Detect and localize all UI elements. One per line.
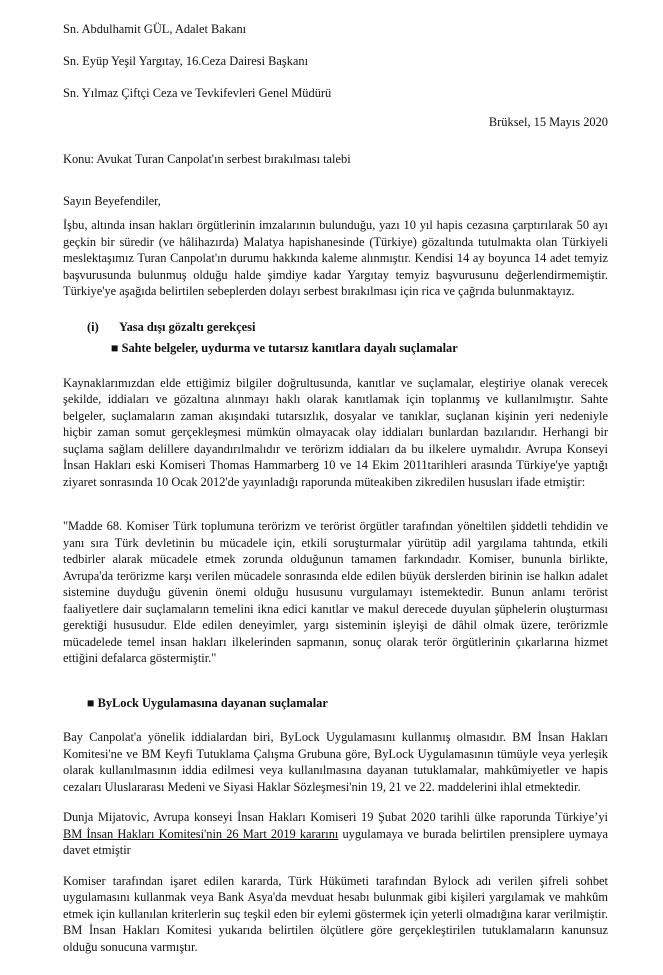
date-line: Brüksel, 15 Mayıs 2020: [488, 114, 608, 129]
salutation: Sayın Beyefendiler,: [63, 193, 161, 208]
commissioner-paragraph: Komiser tarafından işaret edilen kararda, Türk Hükümeti tarafından Bylock adı verilen şifreli sohbet uygulamasını kullanmak veya Bank Asya'da mevduat hesabı bulunmak gibi kişileri yargılamak ve mahkûm etmek için kullanılan kriterlerin suç teşkil eden bir eylemi göstermek için yeterli olmadığına karar verilmiştir. BM İnsan Hakları Komitesi yukarıda belirtilen ölçütlere göre gerçekleştirilen tutuklamaların kanunsuz olduğu sonucuna varmıştır.: [63, 873, 608, 954]
intro-paragraph: İşbu, altında insan hakları örgütlerinin imzalarının bulunduğu, yazı 10 yıl hapis cezasına çarptırılarak 50 ayı geçkin bir süredir (ve hâlihazırda) Malatya hapishanesinde (Türkiye) gözaltında tutulmakta olan Türkiyeli meslektaşımız Turan Canpolat'ın durumu hakkında kaleme alınmıştır. Kendisi 14 ay boyunca 14 adet temyiz başvurusunda bulunmuş olduğu halde şimdiye kadar Yargıtay temyiz başvurusunu değerlendirmemiştir. Türkiye'ye aşağıda belirtilen sebeplerden dolayı serbest bırakılması için rica ve çağrıda bulunmaktayız.: [63, 218, 608, 298]
recipient-1: Sn. Abdulhamit GÜL, Adalet Bakanı: [63, 22, 247, 36]
section-number: (i): [87, 319, 99, 334]
section-heading: [87, 319, 608, 336]
subject-line: Konu: Avukat Turan Canpolat'ın serbest bırakılması talebi: [63, 152, 351, 166]
hammarberg-quote: "Madde 68. Komiser Türk toplumuna terörizm ve terörist örgütler tarafından yöneltilen şiddetli tehdidin ve yanı sıra Türk devletinin bu mücadele için, etkili soruşturmalar yürütüp adil yargılama tahtında, etkili tedbirler alarak mücadele etmek zorunda olduğunun tamamen farkındadır. Komiser, bununla birlikte, Avrupa'da terörizme karşı verilen mücadele sonrasında elde edilen büyük derslerden birinin ise halkın adalet sistemine duyduğu güvenin önemi olduğu hususunu vurgulamayı istemektedir. Bunun anlamı terörist faaliyetlere dair suçlamaların temelini ikna edici kanıtlar ve makul derecede duyulan şüphelerin oluşturması gerektiği hususudur. Elde edilen deneyimler, yargı sisteminin işleyişi de dâhil olmak üzere, terörizmle mücadelede temel insan hakları ilkelerinden sapmanın, sonuç olarak terör örgütlerinin çıkarlarına hizmet ettiğini defalarca göstermiştir.": [63, 519, 608, 665]
subheading-bylock: ■ ByLock Uygulamasına dayanan suçlamalar: [87, 695, 328, 710]
recipient-3: Sn. Yılmaz Çiftçi Ceza ve Tevkifevleri Genel Müdürü: [63, 86, 332, 100]
recipient-2: Sn. Eyüp Yeşil Yargıtay, 16.Ceza Dairesi Başkanı: [63, 53, 309, 68]
evidence-paragraph: Kaynaklarımızdan elde ettiğimiz bilgiler doğrultusunda, kanıtlar ve suçlamalar, eleştiriye olanak verecek şekilde, iddiaları ve gözaltına alınmayı haklı olarak kanıtlamak için toplanmış ve kullanılmıştır. Sahte belgeler, suçlamaların zaman akışındaki tutarsızlık, dosyalar ve tanıklar, suçlanan kişinin yeri nedeniyle hiçbir zaman somut gerçekleşmesi mümkün olmayacak olay iddiaları bunlardan bazılarıdır. Herhangi bir suçlama sağlam delillere dayandırılmalıdır ve terörizm iddiaları da bu ilkelere uymalıdır. Avrupa Konseyi İnsan Hakları eski Komiseri Thomas Hammarberg 10 ve 14 Ekim 2011tarihleri arasında Türkiye'ye yaptığı ziyaret sonrasında 10 Ocak 2012'de yayınladığı raporunda müteakiben zikredilen hususları ifade etmiştir:: [63, 375, 608, 489]
mijatovic-paragraph: [63, 809, 608, 859]
bylock-paragraph: Bay Canpolat'a yönelik iddialardan biri, ByLock Uygulamasını kullanmış olmasıdır. BM İnsan Hakları Komitesi'ne ve BM Keyfi Tutuklama Çalışma Grubuna göre, ByLock Uygulamasının tümüyle veya yerleşik olarak kullanılmasının iddia edilmesi veya kullanılmasına dayanan tutuklamalar, mahkûmiyetler ve hapis cezaları Uluslararası Medeni ve Siyasi Haklar Sözleşmesi'nin 19, 21 ve 22. maddelerini ihlal etmektedir.: [63, 730, 608, 794]
un-committee-decision-link[interactable]: BM İnsan Hakları Komitesi'nin 26 Mart 2019 kararını: [63, 826, 339, 841]
subheading-fake-evidence: ■ Sahte belgeler, uydurma ve tutarsız kanıtlara dayalı suçlamalar: [111, 341, 458, 355]
section-title: Yasa dışı gözaltı gerekçesi: [119, 319, 256, 334]
mijatovic-text-end: uygulamaya ve burada belirtilen prensiplere uymaya davet etmiştir: [63, 826, 608, 857]
mijatovic-text: Dunja Mijatovic, Avrupa konseyi İnsan Hakları Komiseri 19 Şubat 2020 tarihli ülke raporunda Türkiye’yi: [63, 810, 608, 824]
